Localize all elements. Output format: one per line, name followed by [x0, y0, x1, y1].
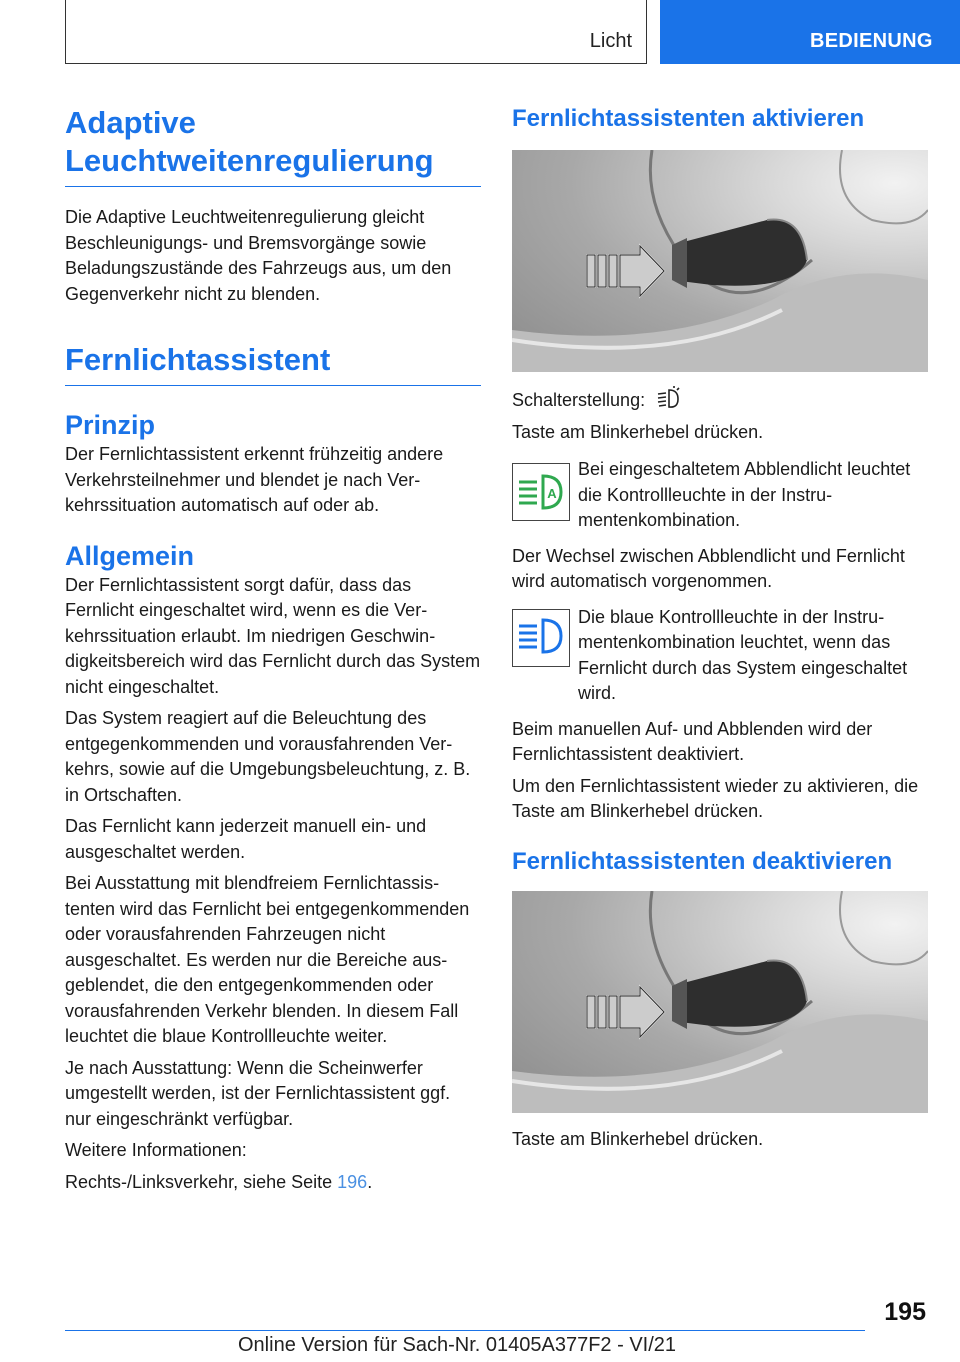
paragraph-allgemein-4: Bei Ausstattung mit blendfreiem Fernlichtassistenten wird das Fernlicht bei entgegenkommenden oder vorausfahrenden Fahrzeugen nicht ausgeschaltet. Es werden nur die Bereiche ausgeblendet, die den entgegenkommenden oder vorausfahrenden Verkehr blenden. In diesem Fall leuchtet die blaue Kontrollleuchte weiter.	[65, 873, 470, 1046]
paragraph-allgemein-5: Je nach Ausstattung: Wenn die Scheinwerfer umgestellt werden, ist der Fernlichtassistent ggf. nur eingeschränkt verfügbar.	[65, 1057, 451, 1129]
note-green-text: Bei eingeschaltetem Abblendlicht leuchtet die Kontrollleuchte in der Instrumentenkombination.	[578, 459, 911, 530]
heading-aktivieren: Fernlichtassistenten aktivieren	[512, 105, 865, 132]
reference-text: Rechts-/Linksverkehr, siehe Seite	[65, 1171, 338, 1192]
paragraph-wechsel: Der Wechsel zwischen Abblendlicht und Fernlicht wird automatisch vorgenommen.	[512, 545, 905, 591]
paragraph-reference	[65, 1170, 481, 1196]
paragraph-prinzip: Der Fernlichtassistent erkennt frühzeitig andere Verkehrsteilnehmer und blendet je nach Verkehrssituation automatisch auf oder ab.	[65, 444, 444, 515]
stalk-photo-activate	[512, 150, 928, 372]
paragraph-allgemein-1: Der Fernlichtassistent sorgt dafür, dass das Fernlicht eingeschaltet wird, wenn es die Verkehrssituation erlaubt. Im niedrigen Geschwindigkeitsbereich wird das Fernlicht durch das System nicht eingeschaltet.	[65, 574, 481, 697]
auto-high-beam-symbol-icon	[656, 386, 682, 410]
paragraph-wieder-aktivieren: Um den Fernlichtassistent wieder zu aktivieren, die Taste am Blinkerhebel drücken.	[512, 775, 919, 821]
left-column	[65, 104, 481, 1195]
chapter-label: BEDIENUNG	[810, 30, 933, 52]
heading-fernlichtassistent: Fernlichtassistent	[65, 341, 481, 386]
auto-high-beam-green-icon	[512, 463, 570, 521]
footer-version: Online Version für Sach-Nr. 01405A377F2 - VI/21	[238, 1334, 677, 1356]
paragraph-adaptive: Die Adaptive Leuchtweitenregulierung gleicht Beschleunigungs- und Bremsvorgänge sowie Beladungszustände des Fahrzeugs aus, um den Gegenverkehr nicht zu blenden.	[65, 207, 452, 304]
right-column	[512, 104, 928, 1152]
turn-signal-stalk-illustration	[512, 150, 928, 372]
high-beam-blue-icon	[512, 609, 570, 667]
reference-end: .	[367, 1171, 373, 1192]
page-link[interactable]: 196	[337, 1171, 368, 1192]
note-indicator-blue	[512, 605, 928, 707]
switch-position-label: Schalterstellung:	[512, 390, 646, 410]
paragraph-manuell: Beim manuellen Auf- und Abblenden wird der Fernlichtassistent deaktiviert.	[512, 718, 873, 764]
paragraph-allgemein-2: Das System reagiert auf die Beleuchtung des entgegenkommenden und vorausfahrenden Verkehrs, sowie auf die Umgebungsbeleuchtung, z. B. in Ortschaften.	[65, 708, 471, 805]
footer-divider	[65, 1330, 865, 1331]
note-indicator-green	[512, 457, 928, 534]
turn-signal-stalk-illustration-2	[512, 891, 928, 1113]
stalk-photo-deactivate	[512, 891, 928, 1113]
page-number: 195	[884, 1298, 926, 1326]
svg-text:A: A	[547, 486, 557, 501]
switch-position-line	[512, 386, 928, 414]
paragraph-more-info: Weitere Informationen:	[65, 1140, 247, 1160]
heading-prinzip: Prinzip	[65, 410, 156, 440]
section-title: Licht	[589, 30, 632, 52]
heading-allgemein: Allgemein	[65, 540, 195, 571]
heading-deaktivieren: Fernlichtassistenten deaktivieren	[512, 847, 893, 875]
note-blue-text: Die blaue Kontrollleuchte in der Instrumentenkombination leuchtet, wenn das Fernlicht durch das System eingeschaltet wird.	[578, 606, 908, 703]
step-press-button-2: Taste am Blinkerhebel drücken.	[512, 1128, 764, 1149]
heading-adaptive: Adaptive Leuchtweitenregulierung	[65, 104, 481, 187]
header-frame	[65, 0, 647, 64]
step-press-button: Taste am Blinkerhebel drücken.	[512, 421, 764, 442]
paragraph-allgemein-3: Das Fernlicht kann jederzeit manuell ein- und ausgeschaltet werden.	[65, 816, 427, 862]
chapter-tab[interactable]	[660, 0, 960, 64]
